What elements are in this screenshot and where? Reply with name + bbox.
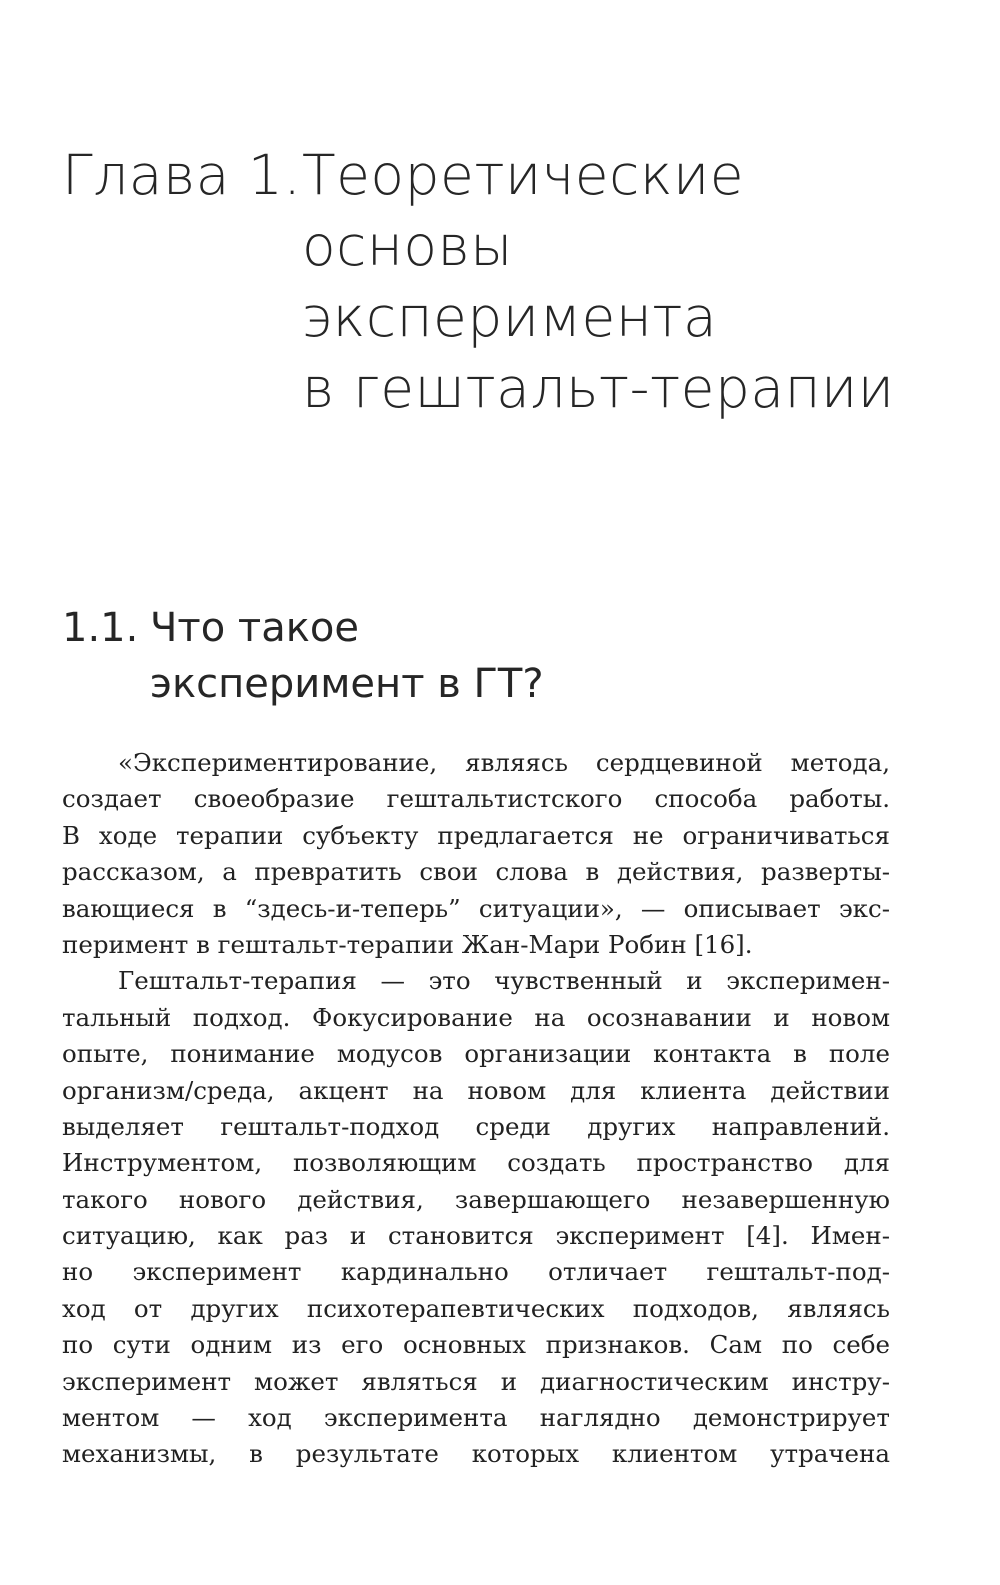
body-line: вающиеся в “здесь-и-теперь” ситуации», — описывает экс-	[62, 893, 890, 923]
chapter-title-line: Теоретические	[302, 143, 745, 207]
body-line: рассказом, а превратить свои слова в действия, разверты-	[62, 857, 890, 887]
chapter-heading	[62, 140, 895, 424]
body-line: ментом — ход эксперимента наглядно демонстрирует	[62, 1403, 890, 1433]
body-line: организм/среда, акцент на новом для клиента действии	[62, 1075, 890, 1105]
body-line: ситуацию, как раз и становится эксперимент [4]. Имен-	[62, 1221, 890, 1251]
body-line: механизмы, в результате которых клиентом утрачена	[62, 1439, 890, 1469]
body-line: создает своеобразие гештальтистского способа работы.	[62, 784, 890, 814]
chapter-title-line: основы	[302, 214, 513, 278]
body-text	[62, 745, 890, 1473]
body-line: выделяет гештальт-подход среди других направлений.	[62, 1111, 890, 1141]
body-line: перимент в гештальт-терапии Жан-Мари Робин [16].	[62, 929, 753, 959]
body-line: эксперимент может являться и диагностическим инстру-	[62, 1366, 890, 1396]
body-line: тальный подход. Фокусирование на осознавании и новом	[62, 1002, 890, 1032]
body-line: по сути одним из его основных признаков. Сам по себе	[62, 1330, 890, 1360]
body-line: но эксперимент кардинально отличает гештальт-под-	[62, 1257, 890, 1287]
body-line: «Экспериментирование, являясь сердцевиной метода,	[118, 748, 890, 777]
body-line: Гештальт-терапия — это чувственный и эксперимен-	[118, 966, 890, 996]
body-line: В ходе терапии субъекту предлагается не ограничиваться	[62, 820, 890, 850]
body-line: ход от других психотерапевтических подходов, являясь	[62, 1293, 890, 1323]
section-heading	[62, 600, 544, 712]
chapter-label: Глава 1.	[62, 143, 302, 207]
chapter-title-line: эксперимента	[302, 285, 718, 349]
section-title-line: эксперимент в ГТ?	[150, 661, 544, 707]
body-line: такого нового действия, завершающего незавершенную	[62, 1184, 890, 1214]
section-title-line: Что такое	[150, 605, 359, 651]
chapter-title-line: в гештальт-терапии	[302, 356, 895, 420]
body-line: опыте, понимание модусов организации контакта в поле	[62, 1039, 890, 1069]
body-line: Инструментом, позволяющим создать пространство для	[62, 1148, 890, 1178]
section-number: 1.1.	[62, 605, 139, 651]
